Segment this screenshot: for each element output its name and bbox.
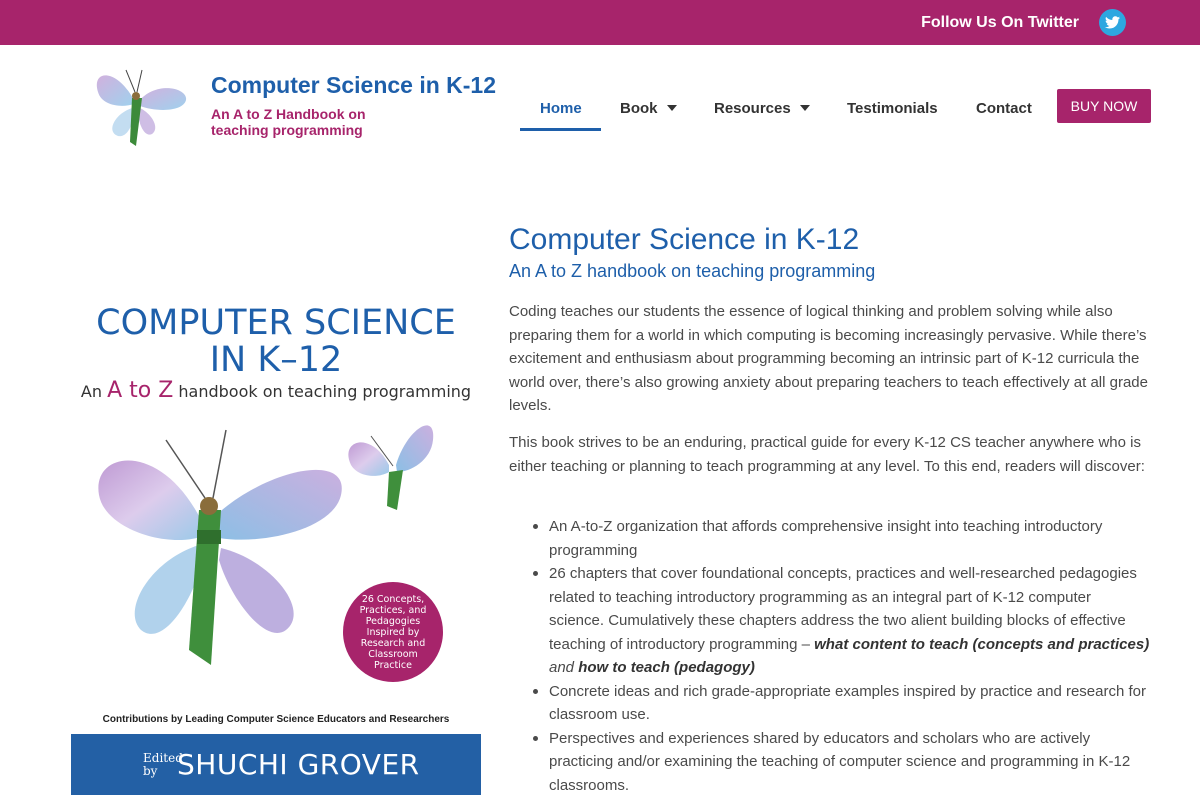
nav-label: Book — [620, 99, 658, 117]
editor-name: SHUCHI GROVER — [177, 748, 420, 781]
list-item-bold: what content to teach (concepts and practices) — [814, 635, 1150, 653]
book-cover[interactable] — [71, 285, 481, 795]
cover-sub-to: to — [122, 378, 159, 403]
buy-now-button[interactable]: BUY NOW — [1057, 89, 1151, 123]
cover-sub-text: An — [80, 382, 108, 401]
list-item-text: 26 chapters that cover foundational concepts, practices and well-researched pedagogies related to teaching introductory programming as an integral part of K-12 computer science. Cumulatively these chapters address the two alient building blocks of effective teaching of introductory programming – — [549, 565, 1137, 653]
top-bar — [0, 0, 1200, 45]
chevron-down-icon — [667, 105, 677, 111]
page-title: Computer Science in K-12 — [509, 223, 860, 256]
readers-paragraph: This book strives to be an enduring, practical guide for every K-12 CS teacher anywhere who is either teaching or planning to teach programming at any level. To this end, readers will discover: — [509, 434, 1145, 475]
nav-item-book[interactable] — [620, 88, 677, 128]
twitter-bird-icon[interactable] — [1099, 9, 1126, 36]
nav-label: Resources — [714, 99, 791, 117]
list-item-bold: how to teach (pedagogy) — [578, 659, 755, 676]
nav-label: Contact — [976, 99, 1032, 117]
list-item-italic: and — [549, 659, 579, 676]
cover-editor-band — [71, 734, 481, 795]
nav-label: Home — [540, 99, 582, 117]
active-underline — [520, 128, 601, 131]
list-item: Concrete ideas and rich grade-appropriate examples inspired by practice and research for classroom use. — [530, 680, 1150, 727]
list-item — [530, 562, 1150, 680]
nav-item-home[interactable] — [540, 88, 582, 128]
list-item: An A-to-Z organization that affords comprehensive insight into teaching introductory programming — [530, 515, 1150, 562]
twitter-follow — [921, 9, 1126, 36]
list-item: Perspectives and experiences shared by educators and scholars who are actively practicing and/or examining the teaching of computer science and programming in K-12 classrooms. — [530, 727, 1150, 798]
cover-badge: 26 Concepts, Practices, and Pedagogies Inspired by Research and Classroom Practice — [343, 582, 443, 682]
nav-item-resources[interactable] — [714, 88, 810, 128]
cover-subtitle — [71, 378, 481, 403]
features-list — [530, 515, 1150, 797]
butterfly-logo-icon[interactable] — [86, 62, 196, 150]
nav-item-contact[interactable] — [976, 88, 1032, 128]
page-subtitle: An A to Z handbook on teaching programming — [509, 261, 876, 281]
intro-paragraph: Coding teaches our students the essence of logical thinking and problem solving while also preparing them for a world in which computing is becoming increasingly pervasive. While there’s excitement and enthusiasm about programming becoming an intrinsic part of K-12 curricula the world over, there’s also growing anxiety about preparing teachers to teach effectively at all grade levels. — [509, 303, 1148, 414]
cover-sub-a: A — [107, 378, 123, 403]
follow-us-link[interactable]: Follow Us On Twitter — [921, 13, 1079, 31]
edited-by-label: Edited by — [143, 750, 183, 778]
cover-contributions: Contributions by Leading Computer Science Educators and Researchers — [102, 714, 450, 725]
cover-title-line: COMPUTER SCIENCE — [96, 303, 456, 343]
cover-title — [71, 305, 481, 379]
site-tagline: An A to Z Handbook on teaching programming — [211, 106, 366, 138]
chevron-down-icon — [800, 105, 810, 111]
nav-item-testimonials[interactable] — [847, 88, 938, 128]
cover-sub-z: Z — [158, 378, 174, 403]
cover-sub-text: handbook on teaching programming — [173, 382, 472, 401]
nav-label: Testimonials — [847, 99, 938, 117]
cover-title-line: IN K–12 — [209, 340, 343, 380]
site-title[interactable]: Computer Science in K-12 — [211, 72, 497, 98]
